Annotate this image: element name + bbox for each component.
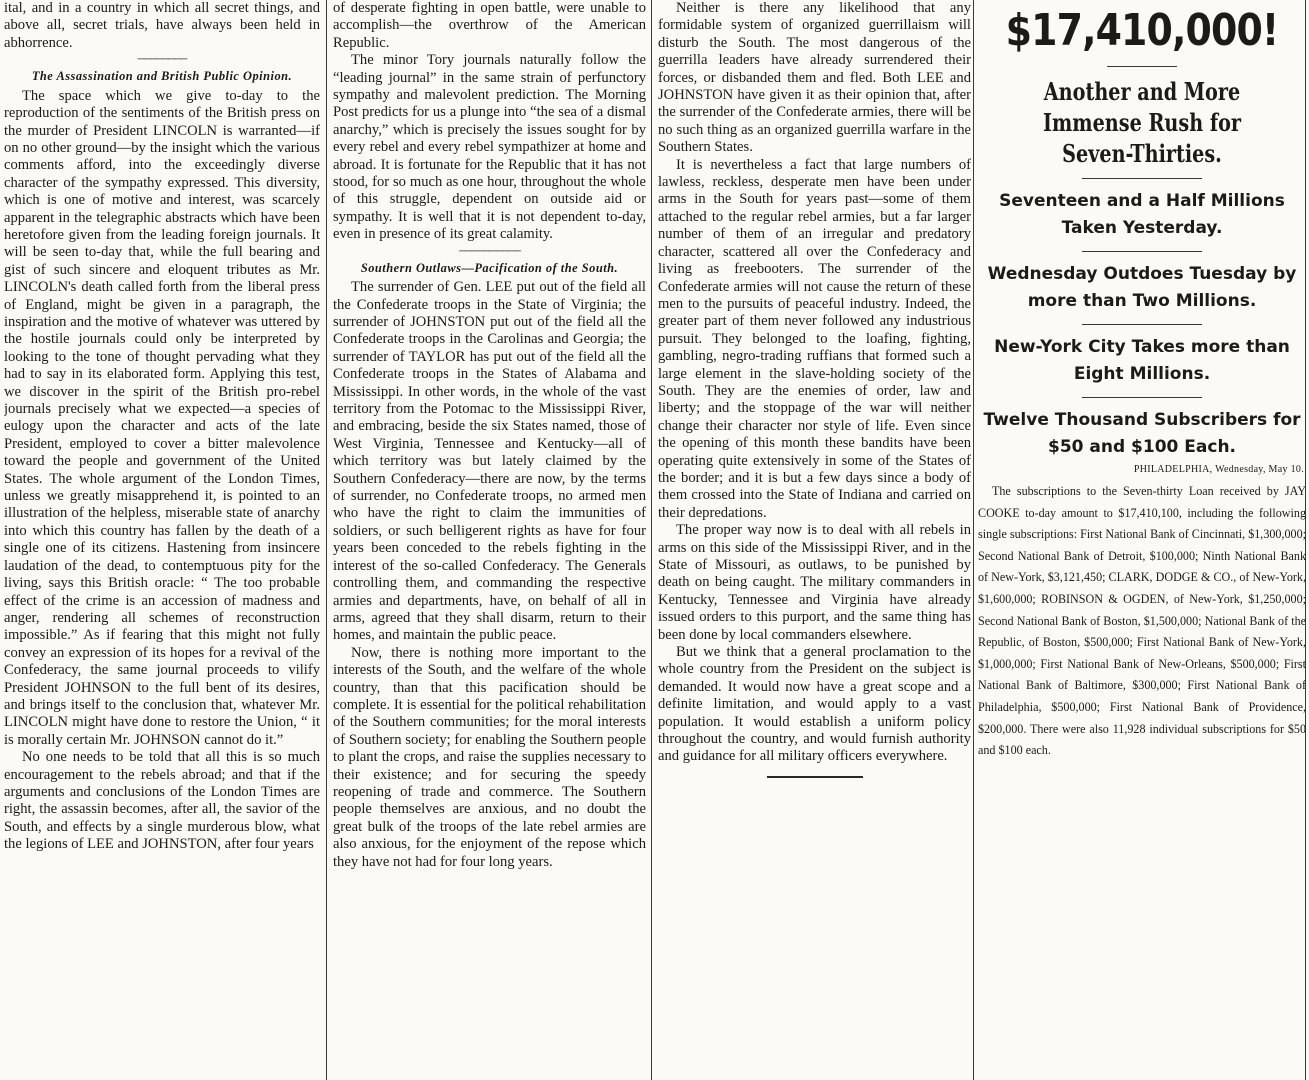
column-rule — [651, 0, 652, 1080]
article-end-rule — [658, 768, 971, 786]
column-3 — [658, 0, 971, 1080]
divider — [1082, 397, 1202, 398]
dateline: PHILADELPHIA, Wednesday, May 10. — [1133, 464, 1304, 475]
column-rule — [973, 0, 974, 1080]
paragraph: The space which we give to-day to the reproduction of the sentiments of the British press on the murder of President LINCOLN is warranted—if on no other ground—by the insight which the various comments afford, into the exceedingly diverse character of the sympathy expressed. This diversity, which is one of motive and interest, was scarcely apparent in the telegraphic abstracts which have been heretofore given from the leading foreign journals. It will be seen to-day that, while the full bearing and gist of such sincere and eloquent tributes as Mr. LINCOLN's death called forth from the liberal press of England, might be given in a paragraph, the inspiration and the motive of whatever was uttered by the hostile journals could only be interpreted by looking to the tone of thought pervading what they had to say in its elaborated form. Applying this test, we discover in the spirit of the British pro-rebel journals precisely what we expected—a species of eulogy upon the character and acts of the late President, employed to cover a bitter malevolence toward the people and government of the United States. The whole argument of the London Times, unless we greatly misapprehend it, is pointed to an illustration of the helpless, miserable state of anarchy into which this country has fallen by the death of a single one of its citizens. Hastening from insincere laudation of the dead, to contemptuous pity for the living, says this British oracle: “ The too probable effect of the crime is an accession of madness and anger, rendering all schemes of reconstruction impossible.” As if fearing that this might not fully convey an expression of its hopes for a revival of the Confederacy, the same journal proceeds to vilify President JOHNSON to the full bent of its desires, and brings itself to the conclusion that, whatever Mr. LINCOLN might have done to restore the Union, “ it is morally certain Mr. JOHNSON cannot do it.” — [4, 87, 320, 748]
column-1 — [4, 0, 320, 1080]
ad-subheadline: Twelve Thousand Subscribers for $50 and $100 Each. — [983, 410, 1301, 457]
amount-headline: $17,410,000! — [1005, 5, 1279, 56]
paragraph: The minor Tory journals naturally follow the “leading journal” in the same strain of perfunctory sympathy and malevolent prediction. The Morning Post predicts for us a plunge into “the sea of a dismal anarchy,” which is precisely the issues sought for by every rebel and every rebel sympathizer at home and abroad. It is fortunate for the Republic that it has not stood, for so much as one hour, throughout the whole of this struggle, dependent on outside aid or sympathy. It is well that it is not dependent to-day, even in presence of its great calamity. — [333, 52, 646, 243]
ad-subheadline: Seventeen and a Half Millions Taken Yesterday. — [999, 191, 1285, 238]
column-rule — [326, 0, 327, 1080]
paragraph: ital, and in a country in which all secret things, and above all, secret trials, have always been held in abhorrence. — [4, 0, 320, 51]
section-ornament: ────────── — [459, 245, 520, 257]
divider — [1082, 324, 1202, 325]
article-heading: Southern Outlaws—Pacification of the South. — [360, 260, 619, 275]
divider — [1107, 66, 1177, 67]
paragraph: The proper way now is to deal with all rebels in arms on this side of the Mississippi River, and in the State of Missouri, as outlaws, to be punished by death on being caught. The military commanders in Kentucky, Tennessee and Virginia have already issued orders to this purport, and the same thing has been done by local commanders elsewhere. — [658, 522, 971, 643]
article-heading: The Assassination and British Public Opinion. — [31, 69, 293, 84]
paragraph: Neither is there any likelihood that any formidable system of organized guerrillaism will disturb the South. The most dangerous of the guerrilla leaders have already surrendered their forces, or disbanded them and fled. Both LEE and JOHNSTON have given it as their opinion that, after the surrender of the Confederate armies, there will be no such thing as an organized guerrilla warfare in the Southern States. — [658, 0, 971, 156]
divider — [1082, 178, 1202, 179]
divider — [1082, 251, 1202, 252]
ad-headline: Another and More Immense Rush for Seven-Thirties. — [1042, 77, 1242, 168]
column-4-advertisement — [978, 0, 1306, 1080]
paragraph: of desperate fighting in open battle, were unable to accomplish—the overthrow of the American Republic. — [333, 0, 646, 51]
paragraph: No one needs to be told that all this is so much encouragement to the rebels abroad; and that if the arguments and conclusions of the London Times are right, the assassin becomes, after all, the savior of the South, and effects by a single murderous blow, what the legions of LEE and JOHNSTON, after four years — [4, 749, 320, 853]
ad-body: The subscriptions to the Seven-thirty Loan received by JAY COOKE to-day amount to $17,410,100, including the following single subscriptions: First National Bank of Cincinnati, $1,300,000; Second National Bank of Detroit, $100,000; Ninth National Bank of New-York, $3,121,450; CLARK, DODGE & CO., of New-York, $1,600,000; ROBINSON & OGDEN, of New-York, $1,250,000; Second National Bank of Boston, $1,500,000; National Bank of the Republic, of Boston, $500,000; First National Bank of New-York, $1,000,000; First National Bank of New-Orleans, $500,000; First National Bank of Baltimore, $300,000; First National Bank of Philadelphia, $500,000; First National Bank of Providence, $200,000. There were also 11,928 individual subscriptions for $50 and $100 each. — [978, 484, 1306, 758]
ad-subheadline: Wednesday Outdoes Tuesday by more than Two Millions. — [987, 264, 1297, 311]
section-ornament: ──────── — [137, 54, 187, 66]
paragraph: It is nevertheless a fact that large numbers of lawless, reckless, desperate men have been under arms in the South for years past—some of them attached to the regular rebel armies, but a far larger number of them of an irregular and predatory character, scattered all over the Confederacy and living as freebooters. The surrender of the Confederate armies will not cause the return of these men to the pursuits of peaceful industry. Indeed, the greater part of them never followed any industrious pursuit. They belonged to the loafing, fighting, gambling, negro-trading ruffians that formed such a large element in the slave-holding society of the South. They are the enemies of order, law and liberty; and the stoppage of the war will neither change their character nor style of life. Even since the opening of this month these bandits have been operating quite extensively in some of the States of the border; and it is but a few days since a body of them crossed into the State of Indiana and carried on their depredations. — [658, 156, 971, 521]
paragraph: But we think that a general proclamation to the whole country from the President on the subject is demanded. It would now have a great scope and a definite limitation, and would apply to a vast population. It would establish a uniform policy throughout the country, and would furnish authority and guidance for all military officers everywhere. — [658, 644, 971, 765]
column-2 — [333, 0, 646, 1080]
ad-subheadline: New-York City Takes more than Eight Millions. — [994, 337, 1290, 384]
paragraph: The surrender of Gen. LEE put out of the field all the Confederate troops in the State of Virginia; the surrender of JOHNSTON put out of the field all the Confederate troops in the Carolinas and Georgia; the surrender of TAYLOR has put out of the field all the Confederate troops in the States of Alabama and Mississippi. In other words, in the whole of the vast territory from the Potomac to the Mississippi River, and embracing, beside the six States named, those of West Virginia, Tennessee and Kentucky—all of which territory was but lately claimed by the Southern Confederacy—there are now, by the terms of surrender, no Confederate troops, no armed men who have the right to claim the immunities of soldiers, or such belligerent rights as have for four years been conceded to the rebels fighting in the interest of the so-called Confederacy. The Generals controlling them, and commanding the respective armies and departments, have, on behalf of all in arms, agreed that they shall disarm, return to their homes, and maintain the public peace. — [333, 279, 646, 644]
paragraph: Now, there is nothing more important to the interests of the South, and the welfare of the whole country, than that this pacification should be complete. It is essential for the political rehabilitation of the Southern communities; for the moral interests of Southern society; for enabling the Southern people to plant the crops, and raise the supplies necessary to their existence; and for securing the speedy reopening of trade and commerce. The Southern people themselves are anxious, and no doubt the great bulk of the troops of the late rebel armies are also anxious, for the enjoyment of the repose which they have not had for four long years. — [333, 644, 646, 870]
